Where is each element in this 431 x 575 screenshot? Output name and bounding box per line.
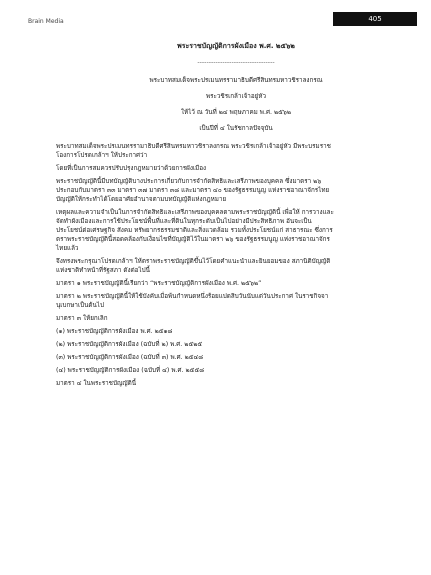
preamble-line: โองการโปรดเกล้าฯ ให้ประกาศว่า xyxy=(56,152,148,159)
document-body xyxy=(56,42,416,388)
section-3: มาตรา ๓ ให้ยกเลิก xyxy=(56,315,108,322)
reason-line: จัดทำผังเมืองและการใช้ประโยชน์พื้นที่และที่ดินในทุกระดับเป็นไปอย่างมีประสิทธิภาพ อันจะเป็น xyxy=(56,218,312,225)
brand-label: Brain Media xyxy=(28,18,64,25)
page-number-badge: 405 xyxy=(333,12,417,26)
enactment-line: แห่งชาติทำหน้าที่รัฐสภา ดังต่อไปนี้ xyxy=(56,267,150,274)
royal-name: พระบาทสมเด็จพระปรเมนทรรามาธิบดีศรีสินทรมหาวชิราลงกรณ xyxy=(149,77,323,84)
reason-line: ประโยชน์ต่อเศรษฐกิจ สังคม ทรัพยากรธรรมชาติและสิ่งแวดล้อม รวมทั้งประโยชน์แก่ สาธารณะ ซึ่งการ xyxy=(56,227,333,234)
section-2 xyxy=(56,292,416,310)
repealed-item: (๑) พระราชบัญญัติการผังเมือง พ.ศ. ๒๕๑๘ xyxy=(56,328,173,335)
section-4: มาตรา ๔ ในพระราชบัญญัตินี้ xyxy=(56,380,137,387)
section-2-line: นุเบกษาเป็นต้นไป xyxy=(56,302,104,309)
repealed-item: (๒) พระราชบัญญัติการผังเมือง (ฉบับที่ ๒) พ.ศ. ๒๕๒๕ xyxy=(56,341,203,348)
constitution-line: พระราชบัญญัตินี้มีบทบัญญัติบางประการเกี่ยวกับการจำกัดสิทธิและเสรีภาพของบุคคล ซึ่งมาตรา ๒๖ xyxy=(56,178,322,185)
constitution-line: ประกอบกับมาตรา ๓๓ มาตรา ๓๗ มาตรา ๓๘ และมาตรา ๔๐ ของรัฐธรรมนูญ แห่งราชอาณาจักรไทย xyxy=(56,187,330,194)
constitution-paragraph xyxy=(56,177,416,204)
enactment-line: จึงทรงพระกรุณาโปรดเกล้าฯ ให้ตราพระราชบัญญัติขึ้นไว้โดยคำแนะนำและยินยอมของ สภานิติบัญญัติ xyxy=(56,258,331,265)
repealed-item: (๓) พระราชบัญญัติการผังเมือง (ฉบับที่ ๓) พ.ศ. ๒๕๔๘ xyxy=(56,354,204,361)
reason-line: เหตุผลและความจำเป็นในการจำกัดสิทธิและเสรีภาพของบุคคลตามพระราชบัญญัตินี้ เพื่อให้ การวางและ xyxy=(56,209,334,216)
enactment-paragraph xyxy=(56,257,416,275)
document-title: พระราชบัญญัติการผังเมือง พ.ศ. ๒๕๖๒ xyxy=(177,42,295,50)
intro-paragraph: โดยที่เป็นการสมควรปรับปรุงกฎหมายว่าด้วยการผังเมือง xyxy=(56,165,207,172)
section-2-line: มาตรา ๒ พระราชบัญญัตินี้ให้ใช้บังคับเมื่อพ้นกำหนดหนึ่งร้อยแปดสิบวันนับแต่วันประกาศ ในราชกิจจา xyxy=(56,293,329,300)
reason-line: ตราพระราชบัญญัตินี้สอดคล้องกับเงื่อนไขที่บัญญัติไว้ในมาตรา ๒๖ ของรัฐธรรมนูญ แห่งราชอาณาจักร xyxy=(56,236,330,243)
royal-title: พระวชิรเกล้าเจ้าอยู่หัว xyxy=(205,93,266,100)
preamble-paragraph xyxy=(56,142,416,160)
given-date: ให้ไว้ ณ วันที่ ๒๔ พฤษภาคม พ.ศ. ๒๕๖๒ xyxy=(180,109,292,116)
reason-line: ไทยแล้ว xyxy=(56,245,79,252)
reign-year: เป็นปีที่ ๔ ในรัชกาลปัจจุบัน xyxy=(199,125,273,132)
reason-paragraph xyxy=(56,208,416,253)
preamble-line: พระบาทสมเด็จพระปรเมนทรรามาธิบดีศรีสินทรมหาวชิราลงกรณ พระวชิรเกล้าเจ้าอยู่หัว มีพระบรมราช xyxy=(56,143,331,150)
section-1: มาตรา ๑ พระราชบัญญัตินี้เรียกว่า “พระราชบัญญัติการผังเมือง พ.ศ. ๒๕๖๒” xyxy=(56,280,262,287)
repealed-item: (๔) พระราชบัญญัติการผังเมือง (ฉบับที่ ๔) พ.ศ. ๒๕๕๘ xyxy=(56,367,205,374)
title-separator: ---------------------------------- xyxy=(197,59,275,66)
constitution-line: บัญญัติให้กระทำได้โดยอาศัยอำนาจตามบทบัญญัติแห่งกฎหมาย xyxy=(56,196,227,203)
